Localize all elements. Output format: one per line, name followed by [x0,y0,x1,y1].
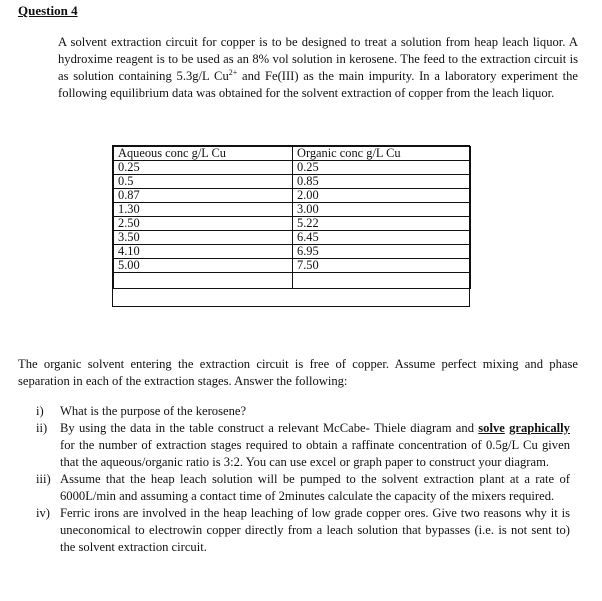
table-row [114,189,471,203]
question-list [36,403,570,556]
question-heading: Question 4 [18,3,78,18]
instructions-paragraph: The organic solvent entering the extraction circuit is free of copper. Assume perfect mixing and phase separation in each of the extraction stages. Answer the following: [18,357,578,388]
intro-text-part1: A solvent extraction circuit for copper is to be designed to treat a solution from heap leach liquor. A hydroxime reagent is to be used as an 8% vol solution in kerosene. The feed to the extraction circuit is as solution containing 5.3g/L Cu [58,35,578,83]
table-header-row [114,147,471,161]
question-number: iv) [36,506,50,520]
cell-aqueous: 0.5 [114,175,293,189]
question-text: What is the purpose of the kerosene? [60,404,247,418]
emphasis-solve: solve [478,421,505,435]
question-text: Assume that the heap leach solution will be pumped to the solvent extraction plant at a rate of 6000L/min and assuming a contact time of 2minutes calculate the capacity of the mixers required. [60,472,570,503]
question-number: ii) [36,421,48,435]
equilibrium-data-table [113,146,471,289]
cell-empty [293,273,471,289]
table-row [114,231,471,245]
cell-organic: 3.00 [293,203,471,217]
question-text-part-b: for the number of extraction stages required to obtain a raffinate concentration of 0.5g/L Cu given that the aqueous/organic ratio is 3:2. You can use excel or graph paper to construct your diagram. [60,438,570,469]
table-row [114,161,471,175]
question-item [36,420,570,471]
question-item [36,403,570,420]
question-number: i) [36,404,44,418]
header-aqueous: Aqueous conc g/L Cu [114,147,293,161]
table-row [114,259,471,273]
cell-empty [114,273,293,289]
intro-superscript: 2+ [228,67,238,77]
intro-paragraph [58,34,578,102]
cell-aqueous: 0.87 [114,189,293,203]
question-text: Ferric irons are involved in the heap leaching of low grade copper ores. Give two reasons why it is uneconomical to electrowin copper directly from a leach solution that bypasses (i.e. is not sent to) the solvent extraction circuit. [60,506,570,554]
table-row [114,217,471,231]
cell-aqueous: 1.30 [114,203,293,217]
cell-aqueous: 0.25 [114,161,293,175]
question-number: iii) [36,472,51,486]
cell-aqueous: 2.50 [114,217,293,231]
question-item [36,505,570,556]
emphasis-graphically: graphically [509,421,570,435]
table-row [114,175,471,189]
cell-aqueous: 5.00 [114,259,293,273]
cell-aqueous: 4.10 [114,245,293,259]
cell-organic: 7.50 [293,259,471,273]
header-organic: Organic conc g/L Cu [293,147,471,161]
question-item [36,471,570,505]
cell-organic: 2.00 [293,189,471,203]
cell-organic: 6.45 [293,231,471,245]
table-row-empty [114,273,471,289]
cell-aqueous: 3.50 [114,231,293,245]
question-text-part-a: By using the data in the table construct a relevant McCabe- Thiele diagram and [60,421,479,435]
table-row [114,203,471,217]
table-row [114,245,471,259]
cell-organic: 0.25 [293,161,471,175]
intro-text-part2: and Fe(III) as the main impurity. In a laboratory experiment the following equilibrium data was obtained for the solvent extraction of copper from the leach liquor. [58,69,579,100]
cell-organic: 0.85 [293,175,471,189]
cell-organic: 6.95 [293,245,471,259]
cell-organic: 5.22 [293,217,471,231]
